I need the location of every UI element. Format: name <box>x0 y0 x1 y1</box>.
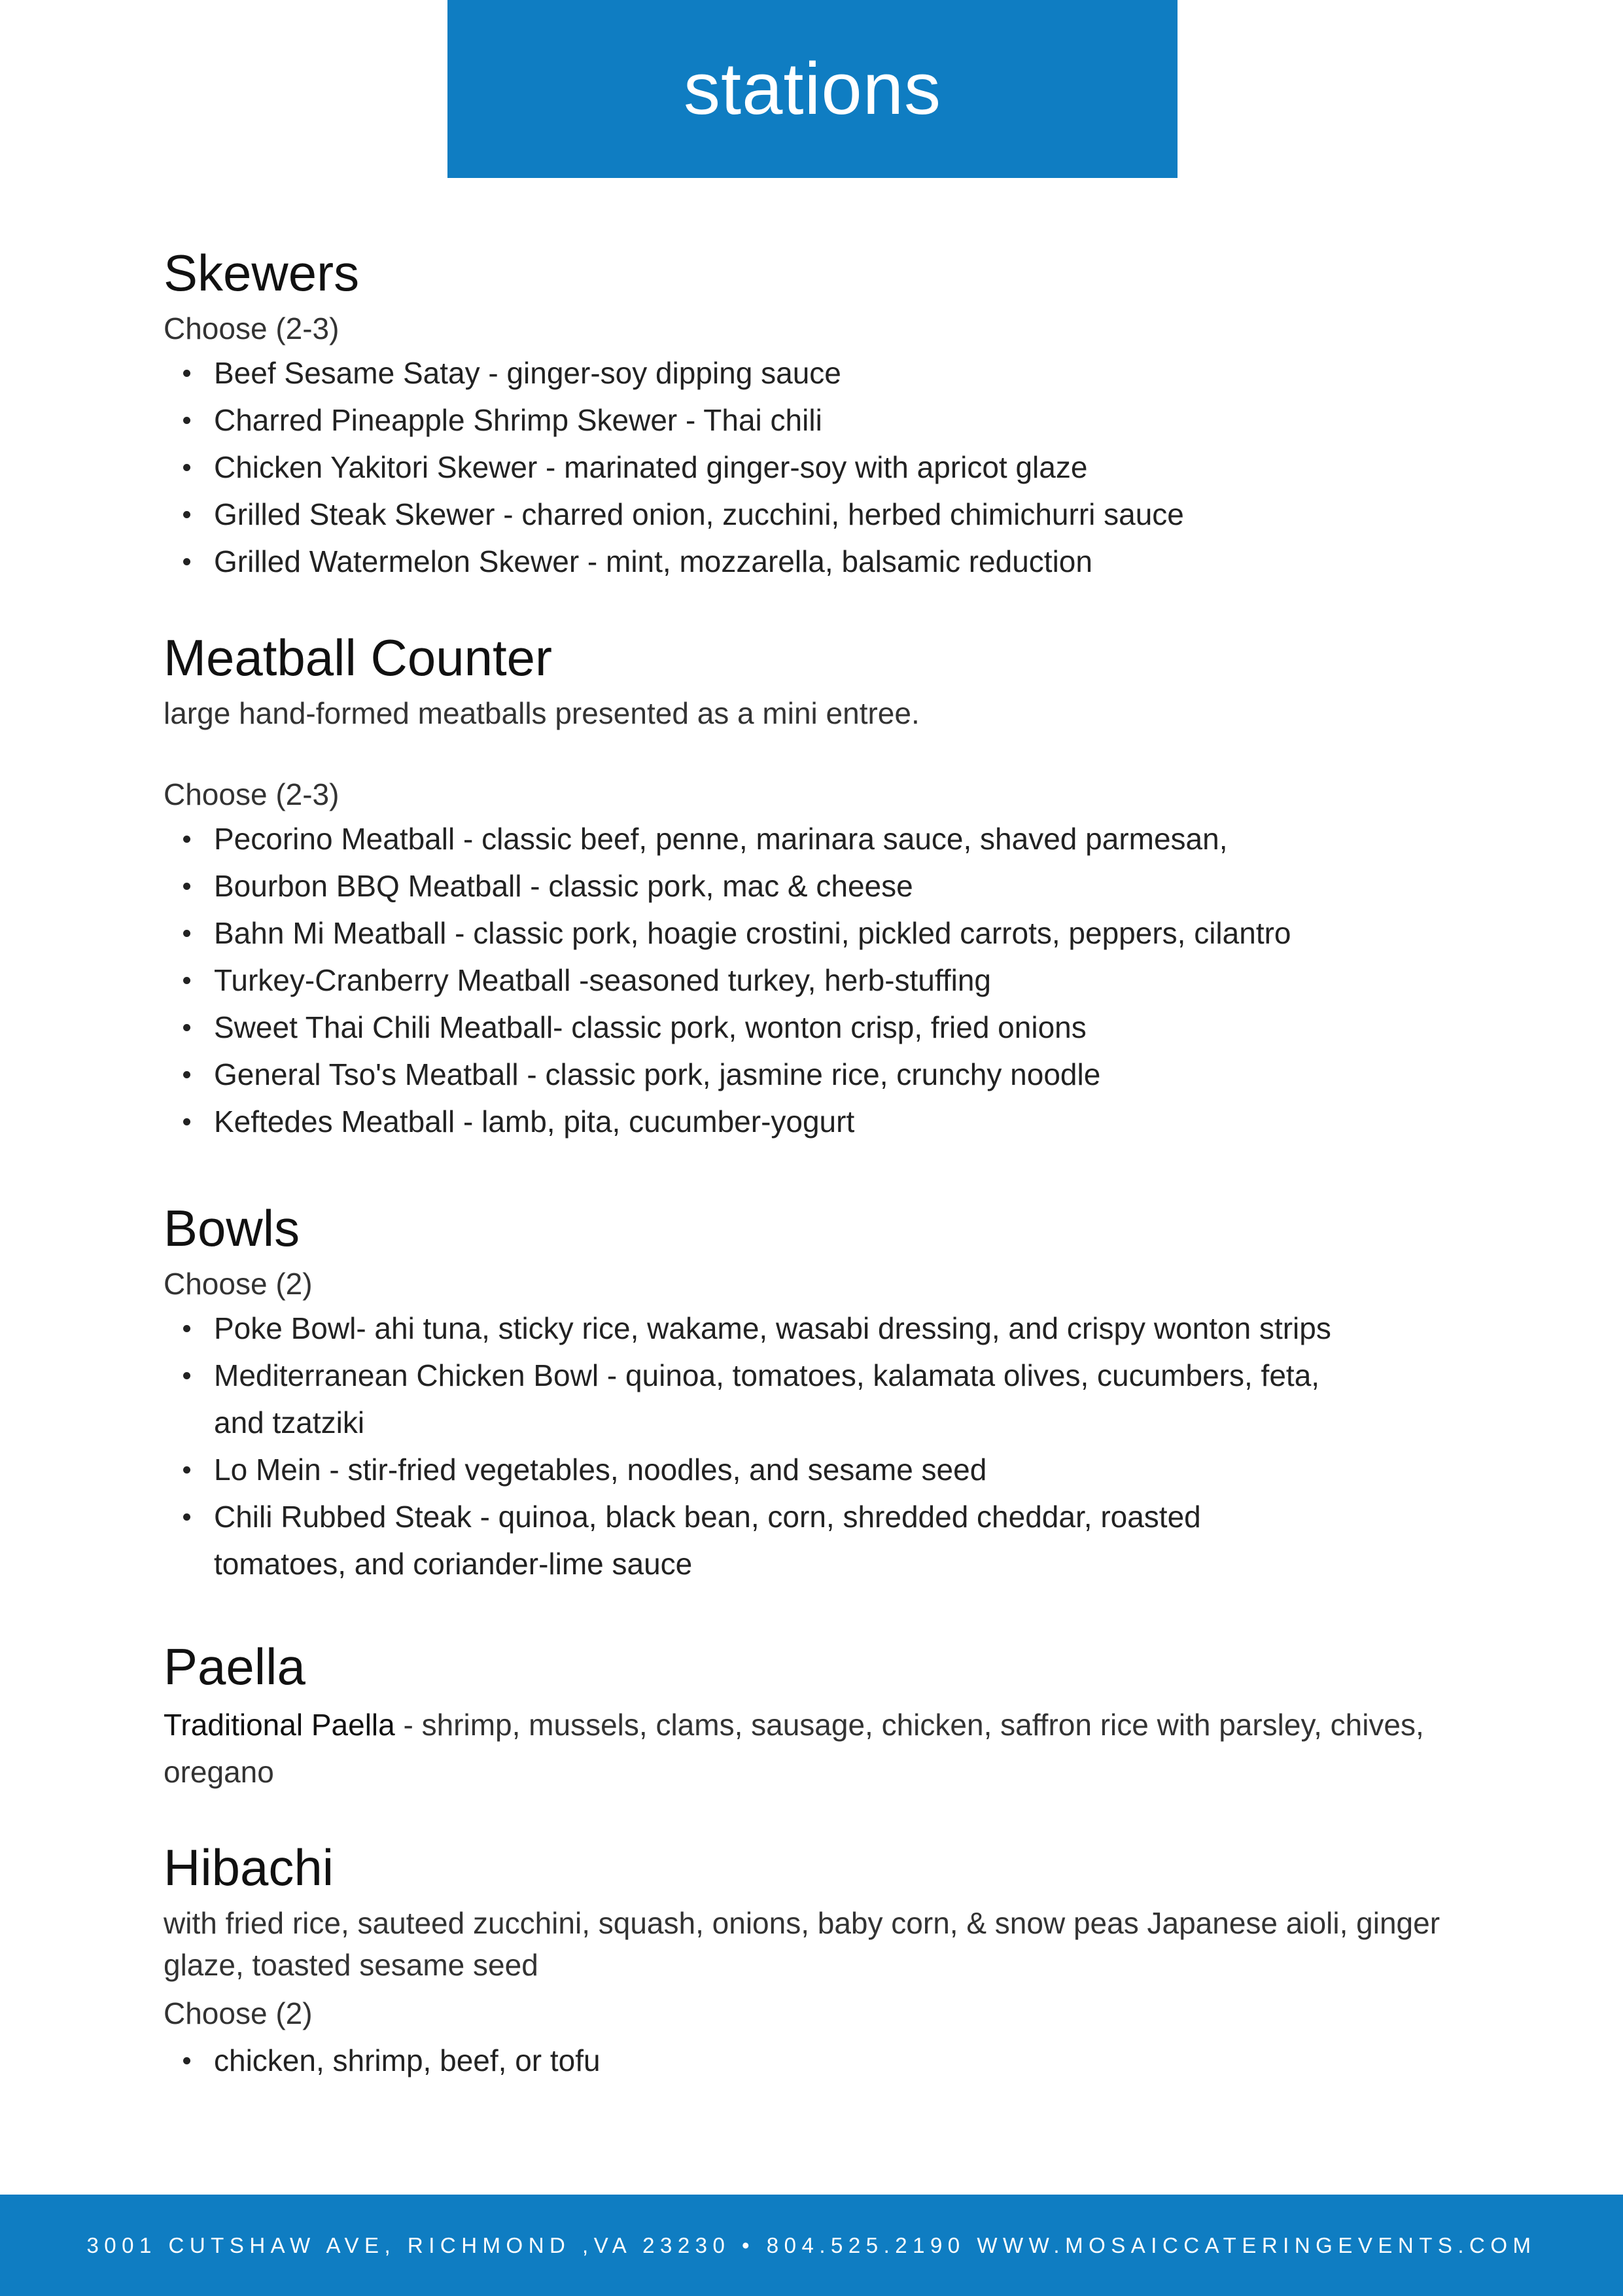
bullet-icon <box>183 1325 190 1332</box>
section-title-bowls: Bowls <box>164 1199 300 1257</box>
bullet-icon <box>183 1118 190 1125</box>
bullet-icon <box>183 836 190 843</box>
list-item: Lo Mein - stir-fried vegetables, noodles, and sesame seed <box>164 1446 1459 1493</box>
list-item: chicken, shrimp, beef, or tofu <box>164 2037 1472 2084</box>
list-item: Bourbon BBQ Meatball - classic pork, mac & cheese <box>164 862 1472 910</box>
list-item: Beef Sesame Satay - ginger-soy dipping sauce <box>164 349 1472 397</box>
footer-contact: 3001 CUTSHAW AVE, RICHMOND ,VA 23230 • 804.525.2190 WWW.MOSAICCATERINGEVENTS.COM <box>86 2233 1537 2257</box>
bullet-icon <box>183 930 190 937</box>
bullet-icon <box>183 1071 190 1078</box>
list-item: Charred Pineapple Shrimp Skewer - Thai chili <box>164 397 1472 444</box>
bullet-icon <box>183 417 190 424</box>
section-paella <box>164 1638 1472 1795</box>
section-title-hibachi: Hibachi <box>164 1839 334 1896</box>
hibachi-list <box>164 2037 1472 2084</box>
bullet-icon <box>183 2057 190 2064</box>
choose-meatball: Choose (2-3) <box>164 777 340 811</box>
section-title-skewers: Skewers <box>164 244 360 302</box>
list-item: Turkey-Cranberry Meatball -seasoned turkey, herb-stuffing <box>164 957 1472 1004</box>
header-banner <box>447 0 1178 178</box>
choose-skewers: Choose (2-3) <box>164 311 340 345</box>
meatball-list <box>164 815 1472 1145</box>
bullet-icon <box>183 1024 190 1031</box>
bullet-icon <box>183 1513 190 1521</box>
list-item: Poke Bowl- ahi tuna, sticky rice, wakame, wasabi dressing, and crispy wonton strips <box>164 1305 1459 1352</box>
bullet-icon <box>183 464 190 471</box>
section-meatball-counter <box>164 629 1472 1145</box>
section-title-paella: Paella <box>164 1638 305 1695</box>
page-title: stations <box>684 48 941 130</box>
bullet-icon <box>183 883 190 890</box>
choose-bowls: Choose (2) <box>164 1267 313 1301</box>
paella-name: Traditional Paella <box>164 1708 395 1742</box>
list-item: Bahn Mi Meatball - classic pork, hoagie crostini, pickled carrots, peppers, cilantro <box>164 910 1472 957</box>
bullet-icon <box>183 558 190 565</box>
paella-description: Traditional Paella - shrimp, mussels, clams, sausage, chicken, saffron rice with parsley, chives, oregano <box>164 1708 1424 1789</box>
section-skewers <box>164 244 1472 585</box>
hibachi-intro: with fried rice, sauteed zucchini, squash, onions, baby corn, & snow peas Japanese aioli, ginger glaze, toasted sesame seed <box>164 1906 1440 1982</box>
meatball-intro: large hand-formed meatballs presented as a mini entree. <box>164 696 920 730</box>
list-item: Keftedes Meatball - lamb, pita, cucumber-yogurt <box>164 1098 1472 1145</box>
list-item: Mediterranean Chicken Bowl - quinoa, tomatoes, kalamata olives, cucumbers, feta, and tzatziki <box>164 1352 1459 1446</box>
bowls-list <box>164 1305 1459 1587</box>
list-item: Pecorino Meatball - classic beef, penne, marinara sauce, shaved parmesan, <box>164 815 1472 862</box>
bullet-icon <box>183 977 190 984</box>
choose-hibachi: Choose (2) <box>164 1996 313 2030</box>
section-hibachi <box>164 1839 1472 2084</box>
list-item: General Tso's Meatball - classic pork, jasmine rice, crunchy noodle <box>164 1051 1472 1098</box>
bullet-icon <box>183 370 190 377</box>
bullet-icon <box>183 1372 190 1379</box>
list-item: Chicken Yakitori Skewer - marinated ginger-soy with apricot glaze <box>164 444 1472 491</box>
list-item: Grilled Steak Skewer - charred onion, zucchini, herbed chimichurri sauce <box>164 491 1472 538</box>
footer-bar <box>0 2195 1623 2296</box>
list-item: Sweet Thai Chili Meatball- classic pork, wonton crisp, fried onions <box>164 1004 1472 1051</box>
section-bowls <box>164 1199 1472 1587</box>
bullet-icon <box>183 1466 190 1474</box>
list-item: Chili Rubbed Steak - quinoa, black bean, corn, shredded cheddar, roasted tomatoes, and coriander-lime sauce <box>164 1493 1459 1587</box>
list-item: Grilled Watermelon Skewer - mint, mozzarella, balsamic reduction <box>164 538 1472 585</box>
skewers-list <box>164 349 1472 585</box>
bullet-icon <box>183 511 190 518</box>
section-title-meatball: Meatball Counter <box>164 629 552 686</box>
